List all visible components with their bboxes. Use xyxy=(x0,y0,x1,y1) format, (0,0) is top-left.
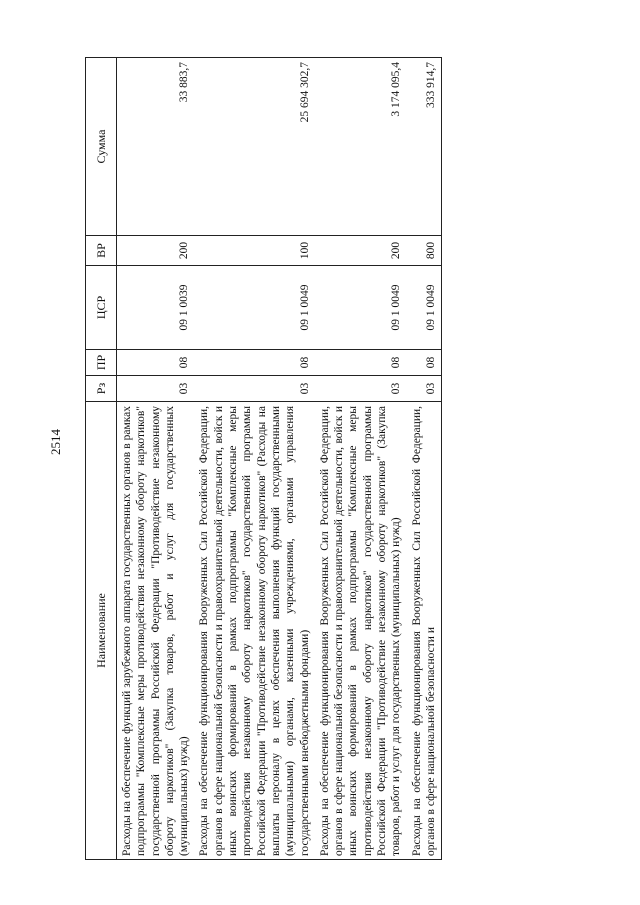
header-csr: ЦСР xyxy=(86,266,117,350)
row-csr: 09 1 0049 xyxy=(194,266,314,350)
row-name: Расходы на обеспечение функционирования Вооруженных Сил Российской Федерации, органов в сфере национальной безопасности и xyxy=(407,402,442,860)
budget-table xyxy=(85,57,442,860)
row-sum: 25 694 302,7 xyxy=(194,58,314,236)
row-rz: 03 xyxy=(315,376,407,402)
row-pr: 08 xyxy=(194,350,314,376)
table-row xyxy=(117,58,195,860)
page-number: 2514 xyxy=(48,429,63,455)
row-rz: 03 xyxy=(407,376,442,402)
row-name: Расходы на обеспечение функционирования Вооруженных Сил Российской Федерации, органов в сфере национальной безопасности и правоохранительной деятельности, войск и иных воинских формирований в рамках подпрограммы "Комплексные меры противодействия незаконному обороту наркотиков" государственной программы Российской Федерации "Противодействие незаконному обороту наркотиков" (Расходы на выплаты персоналу в целях обеспечения выполнения функций государственными (муниципальными) органами, казенными учреждениями, органами управления государственными внебюджетными фондами) xyxy=(194,402,314,860)
row-name: Расходы на обеспечение функционирования Вооруженных Сил Российской Федерации, органов в сфере национальной безопасности и правоохранительной деятельности, войск и иных воинских формирований в рамках подпрограммы "Комплексные меры противодействия незаконному обороту наркотиков" государственной программы Российской Федерации "Противодействие незаконному обороту наркотиков" (Закупка товаров, работ и услуг для государственных (муниципальных) нужд) xyxy=(315,402,407,860)
row-csr: 09 1 0049 xyxy=(407,266,442,350)
row-sum: 333 914,7 xyxy=(407,58,442,236)
table-row xyxy=(315,58,407,860)
rotated-page-content xyxy=(85,58,595,860)
table-row xyxy=(407,58,442,860)
row-vr: 100 xyxy=(194,236,314,266)
header-pr: ПР xyxy=(86,350,117,376)
row-sum: 33 883,7 xyxy=(117,58,195,236)
header-vr: ВР xyxy=(86,236,117,266)
row-vr: 200 xyxy=(315,236,407,266)
header-sum: Сумма xyxy=(86,58,117,236)
table-row xyxy=(194,58,314,860)
row-pr: 08 xyxy=(315,350,407,376)
row-rz: 03 xyxy=(194,376,314,402)
row-name: Расходы на обеспечение функций зарубежного аппарата государственных органов в рамках подпрограммы "Комплексные меры противодействия незаконному обороту наркотиков" государственной программы Российской Федерации "Противодействие незаконному обороту наркотиков" (Закупка товаров, работ и услуг для государственных (муниципальных) нужд) xyxy=(117,402,195,860)
row-vr: 800 xyxy=(407,236,442,266)
header-name: Наименование xyxy=(86,402,117,860)
row-csr: 09 1 0049 xyxy=(315,266,407,350)
row-vr: 200 xyxy=(117,236,195,266)
row-rz: 03 xyxy=(117,376,195,402)
row-sum: 3 174 095,4 xyxy=(315,58,407,236)
row-pr: 08 xyxy=(407,350,442,376)
row-pr: 08 xyxy=(117,350,195,376)
row-csr: 09 1 0039 xyxy=(117,266,195,350)
header-rz: Рз xyxy=(86,376,117,402)
table-header-row xyxy=(86,58,117,860)
